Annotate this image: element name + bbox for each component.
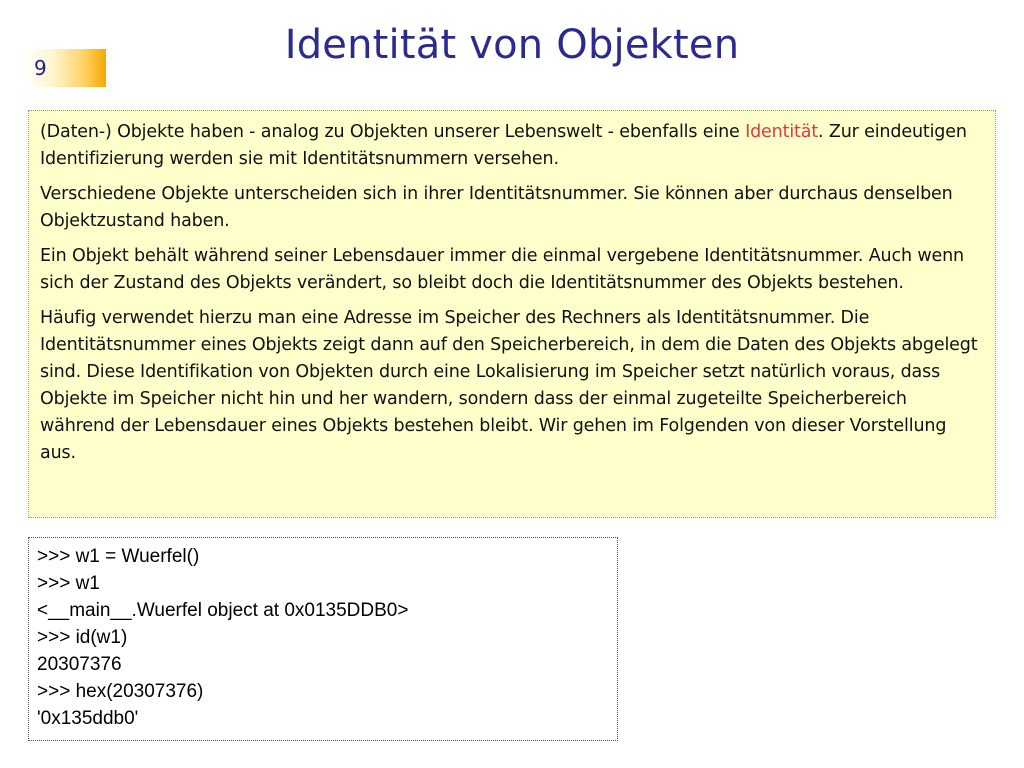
code-line: 20307376 bbox=[37, 654, 122, 675]
slide-title: Identität von Objekten bbox=[284, 22, 740, 68]
paragraph-1 bbox=[40, 119, 987, 173]
slide-number: 9 bbox=[34, 56, 47, 80]
code-line: >>> w1 bbox=[37, 573, 100, 594]
paragraph-3: Ein Objekt behält während seiner Lebensdauer immer die einmal vergebene Identitätsnummer. Auch wenn sich der Zustand des Objekts verändert, so bleibt doch die Identitätsnummer des Objekts bestehen. bbox=[40, 246, 964, 293]
text-box bbox=[28, 110, 996, 518]
highlighted-term: Identität bbox=[745, 122, 819, 142]
paragraph-2: Verschiedene Objekte unterscheiden sich in ihrer Identitätsnummer. Sie können aber durchaus denselben Objektzustand haben. bbox=[40, 184, 953, 231]
code-line: '0x135ddb0' bbox=[37, 708, 139, 729]
code-line: >>> id(w1) bbox=[37, 627, 128, 648]
code-line: >>> w1 = Wuerfel() bbox=[37, 546, 200, 567]
paragraph-4: Häufig verwendet hierzu man eine Adresse im Speicher des Rechners als Identitätsnummer. Die Identitätsnummer eines Objekts zeigt dann auf den Speicherbereich, in dem die Daten des Objekts abgelegt sind. Diese Identifikation von Objekten durch eine Lokalisierung im Speicher setzt natürlich voraus, dass Objekte im Speicher nicht hin und her wandern, sondern dass der einmal zugeteilte Speicherbereich während der Lebensdauer eines Objekts bestehen bleibt. Wir gehen im Folgenden von dieser Vorstellung aus. bbox=[40, 308, 978, 463]
paragraph-1-start: (Daten-) Objekte haben - analog zu Objekten unserer Lebenswelt - ebenfalls eine bbox=[40, 122, 746, 142]
code-box bbox=[28, 537, 618, 741]
code-line: <__main__.Wuerfel object at 0x0135DDB0> bbox=[37, 600, 409, 621]
code-line: >>> hex(20307376) bbox=[37, 681, 204, 702]
paragraph-1-end: . Zur eindeutigen Identifizierung werden sie mit Identitätsnummern versehen. bbox=[40, 122, 967, 169]
